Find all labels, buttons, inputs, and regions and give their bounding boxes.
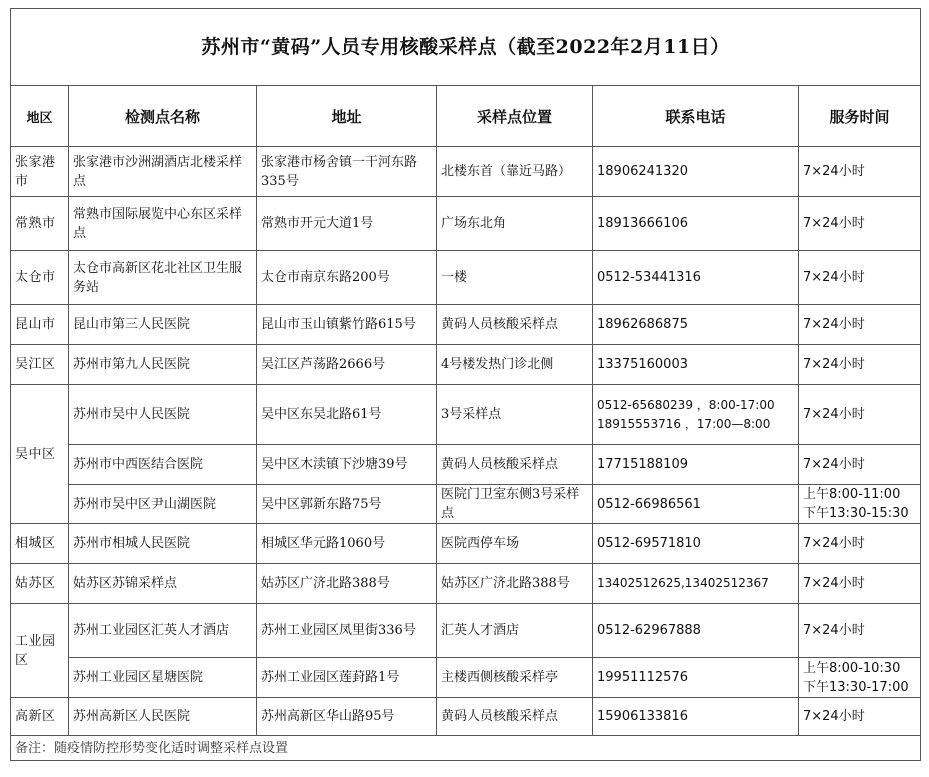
hours-cell: 7×24小时 xyxy=(799,251,921,305)
site-name-cell: 苏州市第九人民医院 xyxy=(69,345,257,385)
table-row xyxy=(11,385,921,445)
location-cell: 姑苏区广济北路388号 xyxy=(437,564,593,604)
region-cell: 常熟市 xyxy=(11,197,69,251)
phone-cell: 18962686875 xyxy=(593,305,799,345)
site-name-cell: 苏州市吴中区尹山湖医院 xyxy=(69,485,257,524)
location-cell: 医院门卫室东侧3号采样点 xyxy=(437,485,593,524)
header-location: 采样点位置 xyxy=(437,86,593,147)
phone-cell: 18906241320 xyxy=(593,147,799,197)
hours-cell: 7×24小时 xyxy=(799,197,921,251)
region-cell: 工业园区 xyxy=(11,604,69,698)
hours-cell: 7×24小时 xyxy=(799,385,921,445)
address-cell: 姑苏区广济北路388号 xyxy=(257,564,437,604)
phone-cell: 0512-66986561 xyxy=(593,485,799,524)
table-row xyxy=(11,251,921,305)
site-name-cell: 苏州市相城人民医院 xyxy=(69,524,257,564)
hours-cell: 上午8:00-10:30 下午13:30-17:00 xyxy=(799,658,921,698)
footnote: 备注：随疫情防控形势变化适时调整采样点设置 xyxy=(11,736,921,761)
page-title: 苏州市“黄码”人员专用核酸采样点（截至2022年2月11日） xyxy=(11,9,921,86)
header-phone: 联系电话 xyxy=(593,86,799,147)
region-cell: 张家港市 xyxy=(11,147,69,197)
hours-cell: 7×24小时 xyxy=(799,345,921,385)
location-cell: 黄码人员核酸采样点 xyxy=(437,305,593,345)
address-cell: 太仓市南京东路200号 xyxy=(257,251,437,305)
phone-cell: 0512-69571810 xyxy=(593,524,799,564)
address-cell: 昆山市玉山镇紫竹路615号 xyxy=(257,305,437,345)
region-cell: 昆山市 xyxy=(11,305,69,345)
phone-cell: 19951112576 xyxy=(593,658,799,698)
phone-cell: 0512-65680239 ，8:00-17:00 18915553716 ，17:00—8:00 xyxy=(593,385,799,445)
location-cell: 4号楼发热门诊北侧 xyxy=(437,345,593,385)
hours-cell: 7×24小时 xyxy=(799,524,921,564)
header-hours: 服务时间 xyxy=(799,86,921,147)
site-name-cell: 常熟市国际展览中心东区采样点 xyxy=(69,197,257,251)
hours-cell: 7×24小时 xyxy=(799,564,921,604)
table-row xyxy=(11,445,921,485)
hours-cell: 7×24小时 xyxy=(799,698,921,736)
phone-cell: 0512-62967888 xyxy=(593,604,799,658)
location-cell: 汇英人才酒店 xyxy=(437,604,593,658)
address-cell: 吴江区芦荡路2666号 xyxy=(257,345,437,385)
table-row xyxy=(11,197,921,251)
region-cell: 太仓市 xyxy=(11,251,69,305)
location-cell: 一楼 xyxy=(437,251,593,305)
site-name-cell: 苏州工业园区汇英人才酒店 xyxy=(69,604,257,658)
address-cell: 常熟市开元大道1号 xyxy=(257,197,437,251)
phone-cell: 18913666106 xyxy=(593,197,799,251)
table-row xyxy=(11,524,921,564)
address-cell: 苏州高新区华山路95号 xyxy=(257,698,437,736)
table-row xyxy=(11,564,921,604)
location-cell: 黄码人员核酸采样点 xyxy=(437,445,593,485)
header-region: 地区 xyxy=(11,86,69,147)
region-cell: 高新区 xyxy=(11,698,69,736)
hours-cell: 7×24小时 xyxy=(799,147,921,197)
table-row xyxy=(11,345,921,385)
site-name-cell: 张家港市沙洲湖酒店北楼采样点 xyxy=(69,147,257,197)
table-row xyxy=(11,658,921,698)
phone-cell: 17715188109 xyxy=(593,445,799,485)
location-cell: 黄码人员核酸采样点 xyxy=(437,698,593,736)
table-row xyxy=(11,147,921,197)
location-cell: 医院西停车场 xyxy=(437,524,593,564)
site-name-cell: 苏州高新区人民医院 xyxy=(69,698,257,736)
location-cell: 主楼西侧核酸采样亭 xyxy=(437,658,593,698)
table-header-row xyxy=(11,86,921,147)
site-name-cell: 姑苏区苏锦采样点 xyxy=(69,564,257,604)
site-name-cell: 苏州市中西医结合医院 xyxy=(69,445,257,485)
site-name-cell: 昆山市第三人民医院 xyxy=(69,305,257,345)
hours-cell: 上午8:00-11:00 下午13:30-15:30 xyxy=(799,485,921,524)
region-cell: 姑苏区 xyxy=(11,564,69,604)
location-cell: 广场东北角 xyxy=(437,197,593,251)
hours-cell: 7×24小时 xyxy=(799,604,921,658)
sampling-sites-table xyxy=(10,8,921,761)
phone-cell: 13402512625,13402512367 xyxy=(593,564,799,604)
phone-cell: 13375160003 xyxy=(593,345,799,385)
table-row xyxy=(11,305,921,345)
header-address: 地址 xyxy=(257,86,437,147)
table-row xyxy=(11,485,921,524)
location-cell: 3号采样点 xyxy=(437,385,593,445)
header-site-name: 检测点名称 xyxy=(69,86,257,147)
region-cell: 相城区 xyxy=(11,524,69,564)
table-row xyxy=(11,698,921,736)
address-cell: 吴中区东吴北路61号 xyxy=(257,385,437,445)
address-cell: 吴中区郭新东路75号 xyxy=(257,485,437,524)
hours-cell: 7×24小时 xyxy=(799,305,921,345)
address-cell: 苏州工业园区莲葑路1号 xyxy=(257,658,437,698)
document-frame xyxy=(10,8,920,761)
phone-cell: 15906133816 xyxy=(593,698,799,736)
region-cell: 吴中区 xyxy=(11,385,69,524)
site-name-cell: 苏州市吴中人民医院 xyxy=(69,385,257,445)
address-cell: 张家港市杨舍镇一干河东路335号 xyxy=(257,147,437,197)
site-name-cell: 苏州工业园区星塘医院 xyxy=(69,658,257,698)
address-cell: 苏州工业园区凤里街336号 xyxy=(257,604,437,658)
location-cell: 北楼东首（靠近马路） xyxy=(437,147,593,197)
table-row xyxy=(11,604,921,658)
phone-cell: 0512-53441316 xyxy=(593,251,799,305)
region-cell: 吴江区 xyxy=(11,345,69,385)
address-cell: 相城区华元路1060号 xyxy=(257,524,437,564)
address-cell: 吴中区木渎镇下沙塘39号 xyxy=(257,445,437,485)
site-name-cell: 太仓市高新区花北社区卫生服务站 xyxy=(69,251,257,305)
hours-cell: 7×24小时 xyxy=(799,445,921,485)
